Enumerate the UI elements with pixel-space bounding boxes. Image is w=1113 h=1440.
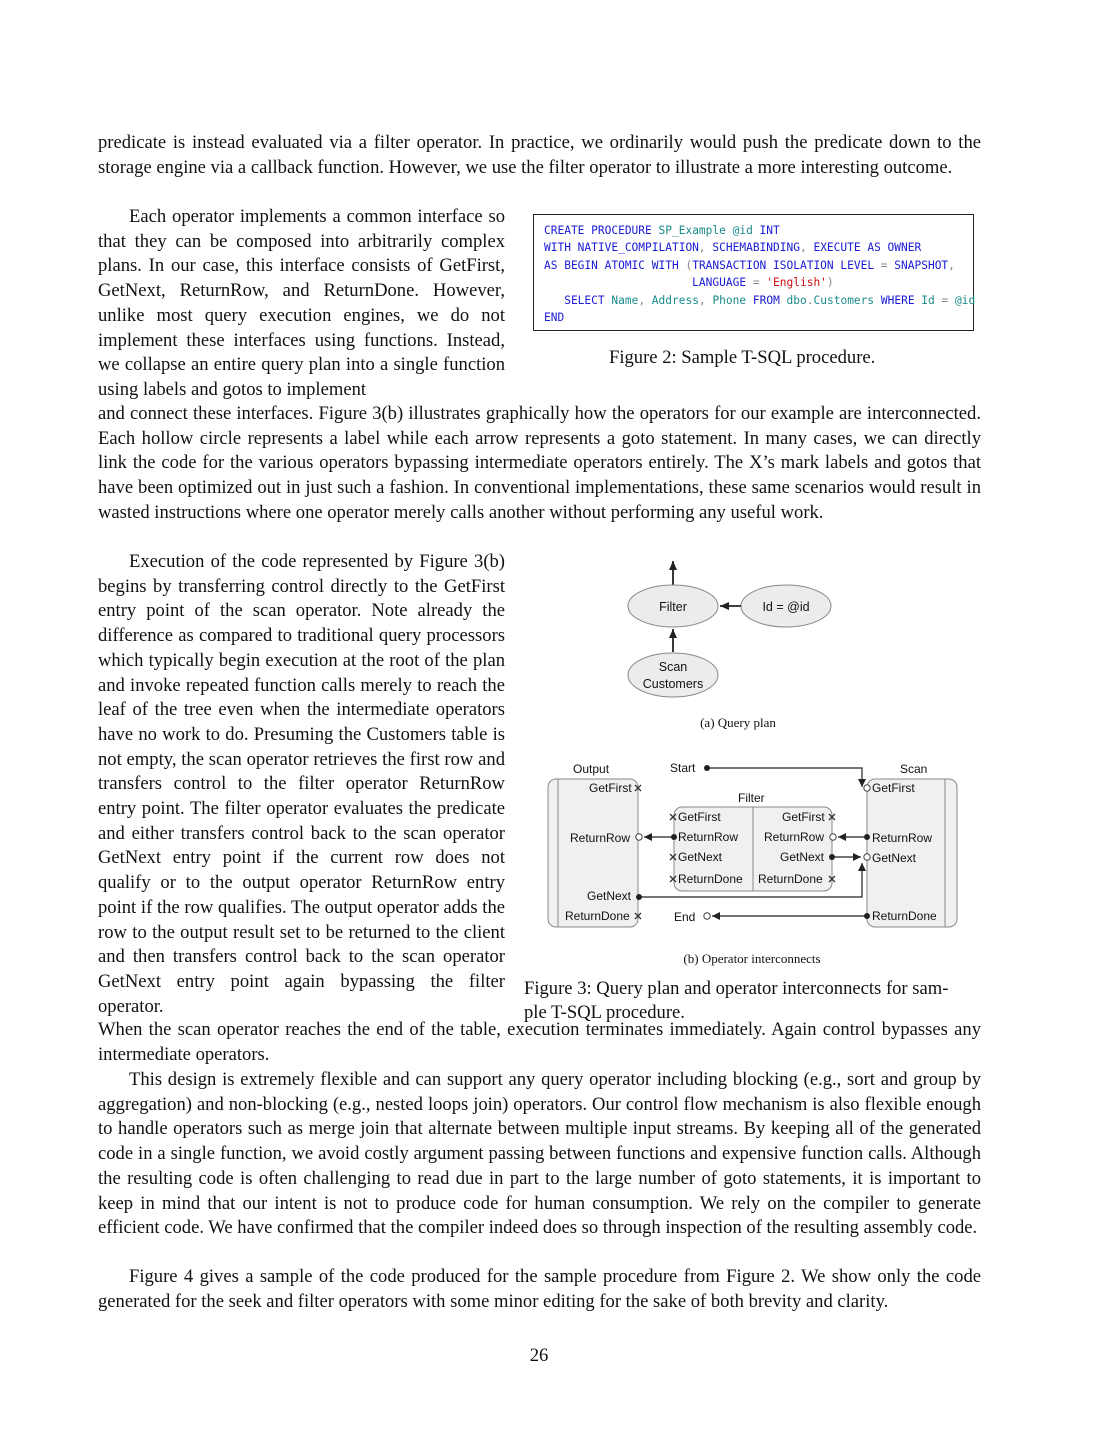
filter-header: Filter [738, 791, 765, 805]
scan-getnext-label-circle [864, 854, 870, 860]
filter-node-label: Filter [659, 600, 687, 614]
code-line-1 [544, 222, 973, 239]
code-token: = [752, 276, 767, 290]
filter-left-returnrow: ReturnRow [678, 830, 739, 844]
filter-right-getnext: GetNext [780, 850, 825, 864]
filter-returnrow-label-circle [830, 834, 836, 840]
code-token: FROM [746, 293, 787, 307]
output-returndone: ReturnDone [565, 909, 630, 923]
code-token: , [638, 293, 652, 307]
code-token: EXECUTE AS OWNER [813, 241, 922, 255]
scan-returndone: ReturnDone [872, 909, 937, 923]
tsql-code-listing [533, 214, 974, 331]
code-line-3 [544, 257, 973, 274]
scan-returnrow: ReturnRow [872, 831, 933, 845]
code-token: Id [921, 293, 935, 307]
end-label: End [674, 910, 696, 924]
code-token: WITH NATIVE_COMPILATION [544, 241, 699, 255]
paragraph-interconnect [98, 402, 981, 526]
paragraph-design [98, 1068, 981, 1241]
paragraph-figure4-text: Figure 4 gives a sample of the code produced for the sample procedure from Figure 2. We show only the code generated for the seek and filter operators with some minor editing for the sake of both brevity and clarity. [98, 1266, 981, 1312]
scan-node-label-1: Scan [658, 660, 688, 674]
scan-getfirst: GetFirst [872, 781, 915, 795]
page-number: 26 [529, 1345, 549, 1366]
code-token: . [806, 293, 814, 307]
scan-header: Scan [900, 762, 928, 776]
predicate-node-label: Id = @id [762, 600, 810, 614]
output-getfirst: GetFirst [589, 781, 632, 795]
figure3-caption-line-2: ple T-SQL procedure. [524, 1002, 685, 1023]
paragraph-execution-text: Execution of the code represented by Figure 3(b) begins by transferring control directly to the GetFirst entry point of the scan operator. Note already the difference as compared to traditional query processors which typically begin execution at the root of the plan and invoke repeated function calls merely to reach the leaf of the tree even when the intermediate operators have no work to do. Presuming the Customers table is not empty, the scan operator retrieves the first row and transfers control to the filter operator ReturnRow entry point. The filter operator evaluates the predicate and either transfers control back to the scan operator GetNext entry point if the current row does not qualify or to the output operator ReturnRow entry point if the row qualifies. The output operator adds the row to the output result set to be returned to the client and then transfers control back to the scan operator GetNext entry point again bypassing the filter operator. [98, 551, 505, 1017]
code-token: , [698, 241, 713, 255]
code-token: AS BEGIN ATOMIC WITH [544, 258, 686, 272]
figure2-caption: Figure 2: Sample T-SQL procedure. [609, 347, 876, 368]
code-token: , [698, 293, 713, 307]
code-token: TRANSACTION ISOLATION LEVEL [692, 258, 881, 272]
paragraph-interface-column [98, 205, 505, 403]
filter-left-getfirst: GetFirst [678, 810, 721, 824]
filter-right-returndone: ReturnDone [758, 872, 823, 886]
output-operator-box [548, 779, 638, 927]
paragraph-design-text: This design is extremely flexible and can support any query operator including blocking (e.g., sort and group by aggregation) and non-blocking (e.g., nested loops join) operators. Our control flow mechanism is also flexible enough to handle operators such as merge join that alternate between multiple input streams. By keeping all of the generated code in a single function, we avoid costly argument passing between functions and expensive function calls. Although the resulting code is often challenging to read due in part to the large number of goto statements, it is important to keep in mind that our intent is not to produce code for human consumption. We rely on the compiler to generate efficient code. We have confirmed that the compiler indeed does so through inspection of the resulting assembly code. [98, 1069, 981, 1239]
code-token: Name [611, 293, 639, 307]
code-token: SNAPSHOT [894, 258, 949, 272]
paragraph-termination [98, 1018, 981, 1067]
code-token: SCHEMABINDING [712, 241, 800, 255]
code-token: END [544, 311, 565, 325]
code-token: Address [651, 293, 699, 307]
start-goto-arrow [707, 768, 862, 787]
code-token: ( [685, 258, 693, 272]
output-returnrow: ReturnRow [570, 831, 631, 845]
scan-getnext: GetNext [872, 851, 917, 865]
code-token: SELECT [544, 293, 612, 307]
code-line-5 [544, 292, 976, 309]
end-label-circle [704, 913, 710, 919]
code-token: dbo [786, 293, 807, 307]
filter-right-returnrow: ReturnRow [764, 830, 825, 844]
figure3-caption-line-1: Figure 3: Query plan and operator interconnects for sam- [524, 978, 949, 999]
paragraph-interface-text: Each operator implements a common interface so that they can be composed into arbitrarily complex plans. In our case, this interface consists of GetFirst, GetNext, ReturnRow, and ReturnDone. However, unlike most query execution engines, we do not implement these interfaces using functions. Instead, we collapse an entire query plan into a single function using labels and gotos to implement [98, 206, 505, 400]
code-token: INT [752, 224, 780, 237]
filter-left-getnext: GetNext [678, 850, 723, 864]
code-token: , [799, 241, 814, 255]
code-token: @id [955, 293, 976, 307]
code-token: WHERE [874, 293, 922, 307]
query-plan-diagram [520, 555, 980, 740]
code-line-4 [544, 274, 973, 291]
code-token: , [948, 258, 955, 272]
paragraph-figure4 [98, 1265, 981, 1314]
code-line-6 [544, 309, 973, 326]
plan-caption: (a) Query plan [700, 715, 776, 730]
code-token: = [934, 293, 955, 307]
scan-node-label-2: Customers [642, 677, 704, 691]
code-token: Phone [712, 293, 747, 307]
paragraph-intro-text: predicate is instead evaluated via a filter operator. In practice, we ordinarily would push the predicate down to the storage engine via a callback function. However, we use the filter operator to illustrate a more interesting outcome. [98, 132, 981, 178]
code-token: 'English' [766, 276, 827, 290]
code-line-2 [544, 239, 973, 256]
code-token: = [880, 258, 895, 272]
code-token: CREATE PROCEDURE [544, 224, 659, 237]
interconnect-caption: (b) Operator interconnects [683, 951, 821, 966]
start-label: Start [670, 761, 696, 775]
output-returnrow-label-circle [636, 834, 642, 840]
code-token: SP_Example @id [658, 224, 753, 237]
code-token: ) [826, 276, 834, 290]
operator-interconnect-diagram [540, 755, 980, 970]
paragraph-interconnect-text: and connect these interfaces. Figure 3(b) illustrates graphically how the operators for our example are interconnected. Each hollow circle represents a label while each arrow represents a goto statement. In many cases, we can directly link the code for the various operators bypassing intermediate operators entirely. The X’s mark labels and gotos that have been optimized out in just such a fashion. In conventional implementations, these same scenarios would result in wasted instructions where one operator merely calls another without performing any useful work. [98, 403, 981, 523]
code-token: LANGUAGE [544, 276, 753, 290]
output-header: Output [573, 762, 610, 776]
paragraph-intro [98, 131, 981, 180]
paragraph-execution-column [98, 550, 505, 1019]
paragraph-termination-text: When the scan operator reaches the end of the table, execution terminates immediately. Again control bypasses any intermediate operators. [98, 1019, 981, 1065]
filter-right-getfirst: GetFirst [782, 810, 825, 824]
filter-left-returndone: ReturnDone [678, 872, 743, 886]
output-getnext: GetNext [587, 889, 632, 903]
code-token: Customers [813, 293, 875, 307]
scan-getfirst-label-circle [864, 785, 870, 791]
